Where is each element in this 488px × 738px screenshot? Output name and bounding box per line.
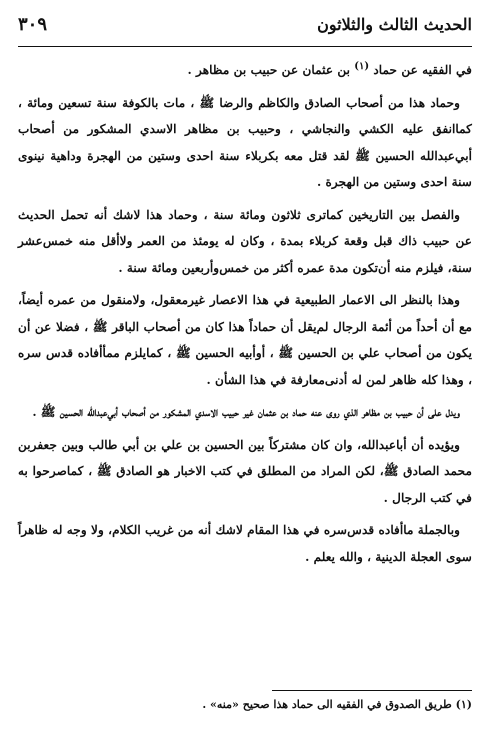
- page-number: ٣٠٩: [18, 14, 48, 35]
- paragraph-text: بن عثمان عن حبيب بن مظاهر .: [187, 63, 355, 77]
- paragraph-text: وبالجملة ماأفاده قدس‌سره في هذا المقام لاشك أنه من غريب الكلام، ولا وجه له ظاهراً سوى العجلة الدينية ، والله يعلم .: [18, 523, 472, 564]
- footnote-rule: [272, 690, 472, 691]
- paragraph: [18, 90, 472, 196]
- paragraph: [18, 57, 472, 84]
- paragraph: [18, 517, 472, 570]
- footnote: (١) طريق الصدوق في الفقيه الى حماد هذا صحيح «منه» .: [202, 698, 472, 711]
- paragraph-text: والفصل بين التاريخين كماترى ثلاثون ومائة سنة ، وحماد هذا لاشك أنه تحمل الحديث عن حبيب ذاك قبل وقعة كربلاء بمدة ، وكان له يومئذ من العمر ولاأقل منه خمس‌عشر سنة، فيلزم منه أن‌تكون مدة عمره أكثر من خمس‌وأربعين ومائة سنة .: [18, 207, 472, 275]
- header-title: الحديث الثالث والثلاثون: [317, 15, 472, 34]
- paragraph: [18, 202, 472, 282]
- body-text: [18, 57, 472, 570]
- paragraph-text: وحماد هذا من أصحاب الصادق والكاظم والرضا ﷺ ، مات بالكوفة سنة تسعين ومائة ، كماانفق عليه الكشي والنجاشي ، وحبيب بن مظاهر الاسدي المشكور من أصحاب أبي‌عبدالله الحسين ﷺ لقد قتل معه بكربلاء سنة احدى وستين من الهجرة وداهية نينوى سنة احدى وستين من الهجرة .: [18, 95, 472, 189]
- footnote-reference: (١): [354, 60, 370, 72]
- paragraph: [18, 432, 472, 512]
- paragraph: [18, 287, 472, 393]
- footnotes-section: [18, 690, 472, 713]
- paragraph-text: في الفقيه عن حماد: [369, 63, 472, 77]
- paragraph: [18, 399, 472, 426]
- footnote-list: [18, 697, 472, 713]
- paragraph-text: وهذا بالنظر الى الاعمار الطبيعية في هذا الاعصار غيرمعقول، ولامنقول من عمره أيضاً، مع أن أحداً من أئمة الرجال لم‌يقل أن حماداً هذا كان من أصحاب الباقر ﷺ ، فضلا عن أن يكون من أصحاب علي بن الحسين ﷺ ، أوأبيه الحسين ﷺ ، كمايلزم ممأأفاده قدس سره ، وهذا كله ظاهر لمن له أدنى‌معارفة في هذا الشأن .: [18, 293, 472, 387]
- paragraph-text: ويؤيده أن أباعبدالله، وان كان مشتركاً بين الحسين بن علي بن أبي طالب وبين جعفربن محمد الصادق ﷺ، لكن المراد من المطلق في كتب الاخبار هو الصادق ﷺ ، كماصرحوا به في كتب الرجال .: [18, 437, 472, 505]
- running-header: [18, 6, 472, 46]
- header-rule: [18, 46, 472, 47]
- paragraph-text: ويدل على أن حبيب بن مظاهر الذي روى عنه حماد بن عثمان غير حبيب الاسدي المشكور من أصحاب أبي‌عبدالله الحسين ﷺ .: [32, 405, 460, 419]
